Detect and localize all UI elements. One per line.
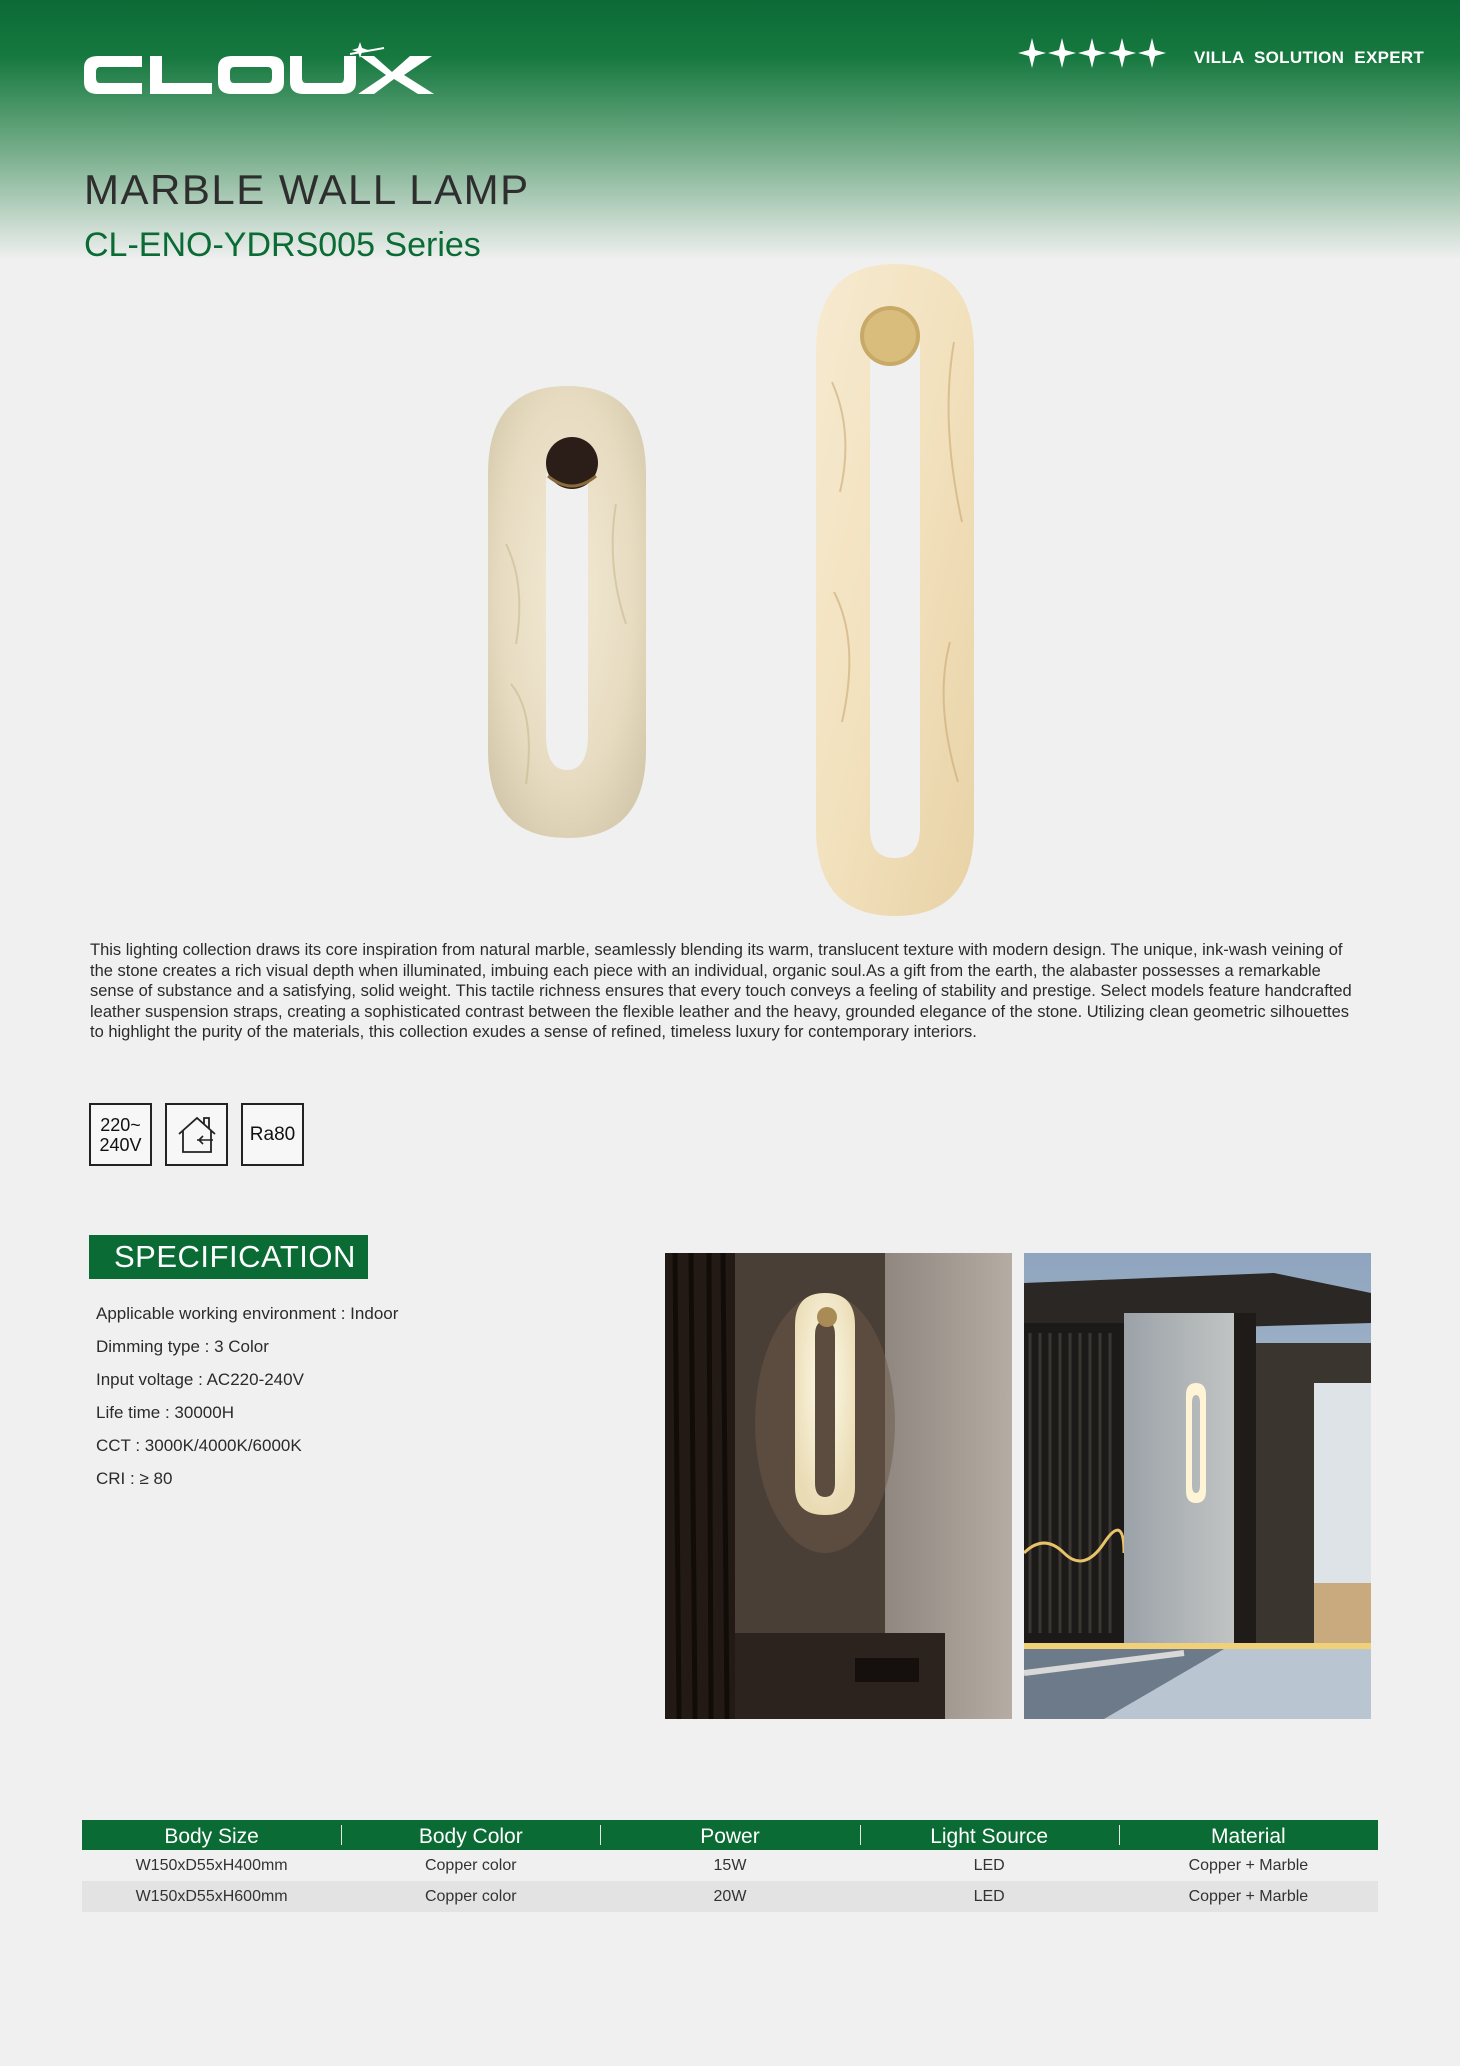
rating-stars [1018, 38, 1166, 78]
lamp-image-small [486, 384, 648, 840]
header-band [0, 0, 1460, 260]
spec-item: Input voltage : AC220-240V [96, 1370, 304, 1389]
product-series: CL-ENO-YDRS005 Series [84, 226, 481, 264]
cri-badge: Ra80 [241, 1103, 304, 1166]
feature-badges [89, 1103, 304, 1166]
table-cell: LED [973, 1856, 1005, 1874]
house-icon [173, 1112, 221, 1158]
column-header: Power [600, 1820, 859, 1850]
table-row [82, 1850, 1378, 1881]
table-cell: 20W [600, 1881, 859, 1912]
spec-item: CCT : 3000K/4000K/6000K [96, 1436, 302, 1455]
specification-heading: SPECIFICATION [89, 1235, 368, 1279]
model-table [82, 1820, 1378, 1912]
spec-item: CRI : ≥ 80 [96, 1469, 173, 1488]
spec-item: Applicable working environment : Indoor [96, 1304, 399, 1323]
column-header: Material [1119, 1820, 1378, 1850]
column-header: Body Color [341, 1820, 600, 1850]
table-header-row [82, 1820, 1378, 1850]
column-header: Body Size [164, 1825, 259, 1848]
table-cell: Copper color [424, 1856, 517, 1874]
table-cell: Copper + Marble [1188, 1856, 1309, 1874]
lamp-image-large [814, 262, 976, 918]
product-description: This lighting collection draws its core inspiration from natural marble, seamlessly blending its warm, translucent texture with modern design. The unique, ink-wash veining of the stone creates a rich visual depth when illuminated, imbuing each piece with an individual, organic soul.As a gift from the earth, the alabaster possesses a remarkable sense of substance and a satisfying, solid weight. This tactile richness ensures that every touch conveys a feeling of stability and prestige. Select models feature handcrafted leather suspension straps, creating a sophisticated contrast between the flexible leather and the heavy, grounded elegance of the stone. Utilizing clean geometric silhouettes to highlight the purity of the materials, this collection exudes a sense of refined, timeless luxury for contemporary interiors. [90, 941, 1352, 1041]
star-icon [1048, 38, 1076, 68]
exterior-application-photo [1024, 1253, 1371, 1719]
star-icon [1078, 38, 1106, 68]
table-row [82, 1881, 1378, 1912]
interior-application-photo [665, 1253, 1012, 1719]
table-cell: 15W [713, 1856, 747, 1874]
specification-list [96, 1303, 398, 1501]
table-cell: LED [860, 1881, 1119, 1912]
table-cell: W150xD55xH400mm [135, 1856, 288, 1874]
voltage-line-1: 220~ [100, 1114, 141, 1135]
table-cell: Copper + Marble [1119, 1881, 1378, 1912]
product-title: MARBLE WALL LAMP [84, 166, 530, 213]
voltage-line-2: 240V [99, 1134, 142, 1155]
column-header: Light Source [860, 1820, 1119, 1850]
star-icon [1138, 38, 1166, 68]
spec-item: Dimming type : 3 Color [96, 1337, 269, 1356]
indoor-badge [165, 1103, 228, 1166]
cloux-logo [84, 42, 436, 104]
table-cell: Copper color [341, 1881, 600, 1912]
spec-item: Life time : 30000H [96, 1403, 234, 1422]
star-icon [1018, 38, 1046, 68]
brand-tagline: VILLA SOLUTION EXPERT [1194, 48, 1425, 67]
voltage-badge [89, 1103, 152, 1166]
star-icon [1108, 38, 1136, 68]
table-cell: W150xD55xH600mm [82, 1881, 341, 1912]
